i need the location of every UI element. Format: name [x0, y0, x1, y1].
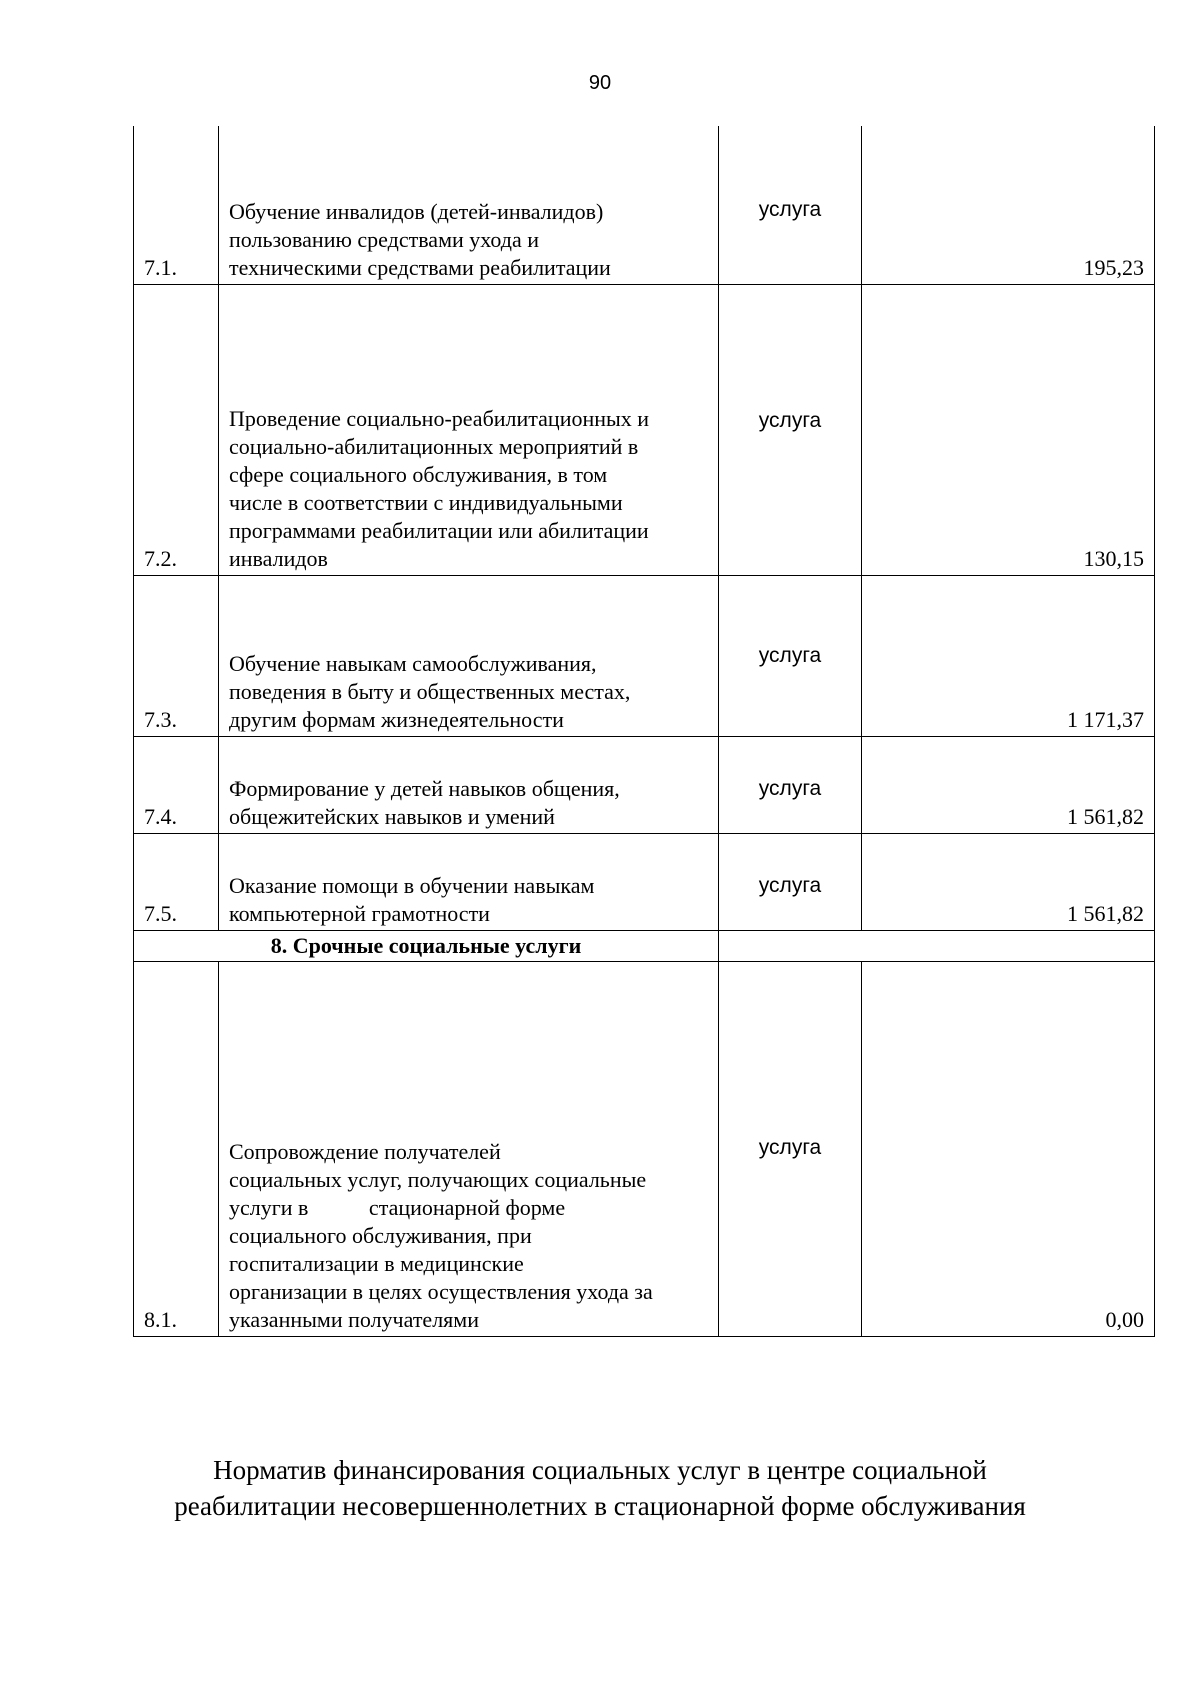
norm-value: 195,23	[862, 126, 1155, 284]
row-number: 7.1.	[134, 126, 219, 284]
services-table	[133, 126, 1155, 1337]
norm-value: 1 561,82	[862, 833, 1155, 930]
service-name: Проведение социально-реабилитационных и социально-абилитационных мероприятий в сфере социального обслуживания, в том числе в соответствии с индивидуальными программами реабилитации или абилитации инвалидов	[219, 284, 719, 575]
page-number: 90	[588, 72, 612, 94]
unit-label: услуга	[719, 575, 862, 736]
service-name: Сопровождение получателей социальных услуг, получающих социальные услуги в стационарной форме социального обслуживания, при госпитализации в медицинские организации в целях осуществления ухода за указанными получателями	[219, 961, 719, 1336]
table-row-7-3	[134, 575, 1155, 736]
service-name: Формирование у детей навыков общения, общежитейских навыков и умений	[219, 736, 719, 833]
service-name: Обучение навыкам самообслуживания, поведения в быту и общественных местах, другим формам жизнедеятельности	[219, 575, 719, 736]
section-title: 8. Срочные социальные услуги	[134, 930, 719, 961]
norm-value: 1 171,37	[862, 575, 1155, 736]
table-row-8-1	[134, 961, 1155, 1336]
service-name: Обучение инвалидов (детей-инвалидов) пользованию средствами ухода и техническими средствами реабилитации	[219, 126, 719, 284]
service-name: Оказание помощи в обучении навыкам компьютерной грамотности	[219, 833, 719, 930]
row-number: 7.5.	[134, 833, 219, 930]
section-empty-cell	[719, 930, 1155, 961]
table-row-7-4	[134, 736, 1155, 833]
row-number: 7.2.	[134, 284, 219, 575]
table-row-7-2	[134, 284, 1155, 575]
unit-label: услуга	[719, 284, 862, 575]
row-number: 7.3.	[134, 575, 219, 736]
table-row-7-1	[134, 126, 1155, 284]
row-number: 8.1.	[134, 961, 219, 1336]
section-heading	[0, 1452, 1200, 1524]
norm-value: 130,15	[862, 284, 1155, 575]
section-heading-line-1: Норматив финансирования социальных услуг в центре социальной	[213, 1455, 987, 1485]
norm-value: 0,00	[862, 961, 1155, 1336]
unit-label: услуга	[719, 961, 862, 1336]
unit-label: услуга	[719, 736, 862, 833]
unit-label: услуга	[719, 126, 862, 284]
section-heading-line-2: реабилитации несовершеннолетних в стационарной форме обслуживания	[174, 1491, 1026, 1521]
row-number: 7.4.	[134, 736, 219, 833]
table-row-7-5	[134, 833, 1155, 930]
unit-label: услуга	[719, 833, 862, 930]
norm-value: 1 561,82	[862, 736, 1155, 833]
section-row-8	[134, 930, 1155, 961]
